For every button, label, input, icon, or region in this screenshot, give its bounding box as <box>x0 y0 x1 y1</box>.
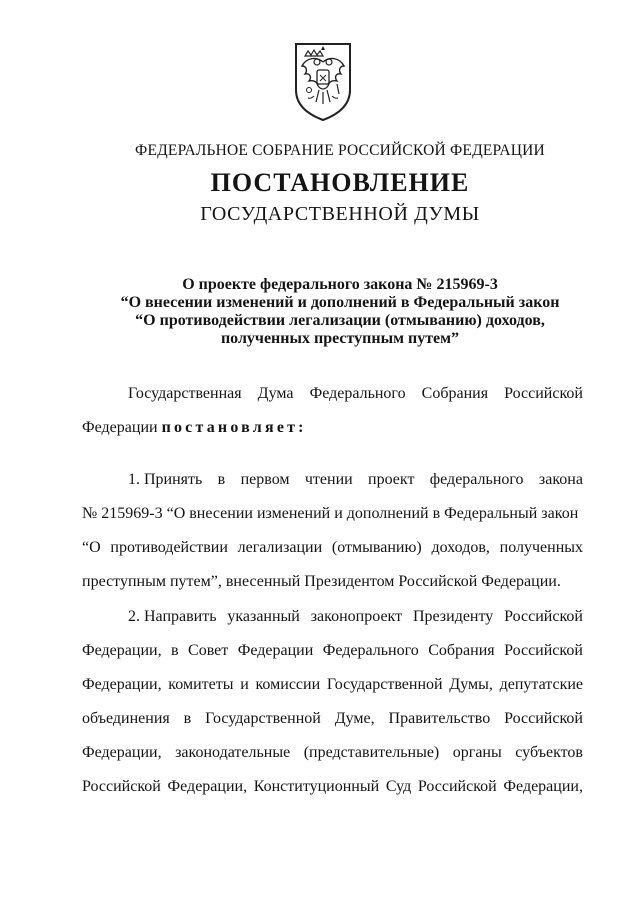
subject-line: полученных преступным путем” <box>220 330 460 347</box>
line-text: № 215969-3 “О внесении изменений и дополнений в Федеральный закон <box>82 505 579 522</box>
word: проект <box>368 471 415 488</box>
word: первом <box>240 471 290 488</box>
document-type-title: ПОСТАНОВЛЕНИЕ <box>210 168 470 197</box>
word: 1. Принять <box>128 471 203 488</box>
word: Государственная <box>128 385 242 402</box>
word: Федерации <box>237 642 314 659</box>
word: Российской <box>504 608 583 625</box>
word: Федерации, <box>82 642 162 659</box>
word: Государственной <box>205 710 321 727</box>
word: в <box>183 710 192 727</box>
word: Собрания <box>421 385 489 402</box>
preamble-paragraph <box>82 377 583 445</box>
word: Российской <box>417 778 497 795</box>
word: Российской <box>504 385 583 402</box>
item-1-line-3 <box>82 531 583 565</box>
document-issuer: ГОСУДАРСТВЕННОЙ ДУМЫ <box>200 203 480 225</box>
word: Федерации, <box>503 778 583 795</box>
word: (отмыванию) <box>331 539 422 556</box>
item-2-line-6 <box>82 770 583 804</box>
item-2-line-1 <box>82 600 583 634</box>
resolves-keyword: постановляет: <box>161 419 307 436</box>
word: Думе, <box>334 710 375 727</box>
word: противодействии <box>110 539 228 556</box>
word: Федерации, <box>167 778 248 795</box>
word: (представительные) <box>303 744 440 761</box>
preamble-line-2 <box>82 411 583 445</box>
word: Собрания <box>428 642 495 659</box>
word: законопроект <box>310 608 403 625</box>
word: Дума <box>257 385 294 402</box>
word: объединения <box>82 710 170 727</box>
line-text: преступным путем”, внесенный Президентом Российской Федерации. <box>82 573 561 590</box>
subject-line: О проекте федерального закона № 215969-3 <box>182 276 498 293</box>
item-2-line-2 <box>82 634 583 668</box>
word: Федерации, <box>82 744 162 761</box>
word: Государственной <box>326 676 443 693</box>
document-subject <box>80 276 600 348</box>
word: в <box>217 471 226 488</box>
item-2-line-3 <box>82 668 583 702</box>
word: законодательные <box>175 744 291 761</box>
subject-line: “О противодействии легализации (отмыванию) доходов, <box>135 312 545 329</box>
word: Думы, <box>449 676 493 693</box>
word: Федерального <box>309 385 406 402</box>
word: полученных <box>499 539 583 556</box>
word: комитеты <box>168 676 234 693</box>
word: органы <box>452 744 502 761</box>
item-1-line-2 <box>82 497 583 531</box>
preamble-line-1 <box>82 377 583 411</box>
word: легализации <box>237 539 323 556</box>
word: Федерации <box>82 419 158 436</box>
word: федерального <box>429 471 524 488</box>
word: 2. Направить <box>128 608 217 625</box>
word: указанный <box>227 608 300 625</box>
item-2-paragraph <box>82 600 583 804</box>
word: в <box>171 642 179 659</box>
item-1-paragraph <box>82 463 583 599</box>
word: Российской <box>504 642 583 659</box>
word: Российской <box>504 710 583 727</box>
word: Российской <box>82 778 161 795</box>
word: комиссии <box>255 676 321 693</box>
item-1-line-4 <box>82 565 583 599</box>
word: чтении <box>304 471 353 488</box>
word: доходов, <box>431 539 490 556</box>
word: закона <box>538 471 583 488</box>
word: Правительство <box>388 710 491 727</box>
item-1-line-1 <box>82 463 583 497</box>
organization-name: ФЕДЕРАЛЬНОЕ СОБРАНИЕ РОССИЙСКОЙ ФЕДЕРАЦИИ <box>135 142 545 159</box>
item-2-line-5 <box>82 736 583 770</box>
word: Суд <box>385 778 412 795</box>
word: и <box>240 676 249 693</box>
word: субъектов <box>515 744 583 761</box>
word: “О <box>82 539 101 556</box>
word: Федерального <box>322 642 419 659</box>
word: депутатские <box>499 676 583 693</box>
word: Президенту <box>412 608 494 625</box>
coat-of-arms-emblem-icon <box>292 40 354 124</box>
word: Совет <box>188 642 229 659</box>
word: Федерации, <box>82 676 162 693</box>
word: Конституционный <box>253 778 380 795</box>
item-2-line-4 <box>82 702 583 736</box>
subject-line: “О внесении изменений и дополнений в Федеральный закон <box>120 294 560 311</box>
